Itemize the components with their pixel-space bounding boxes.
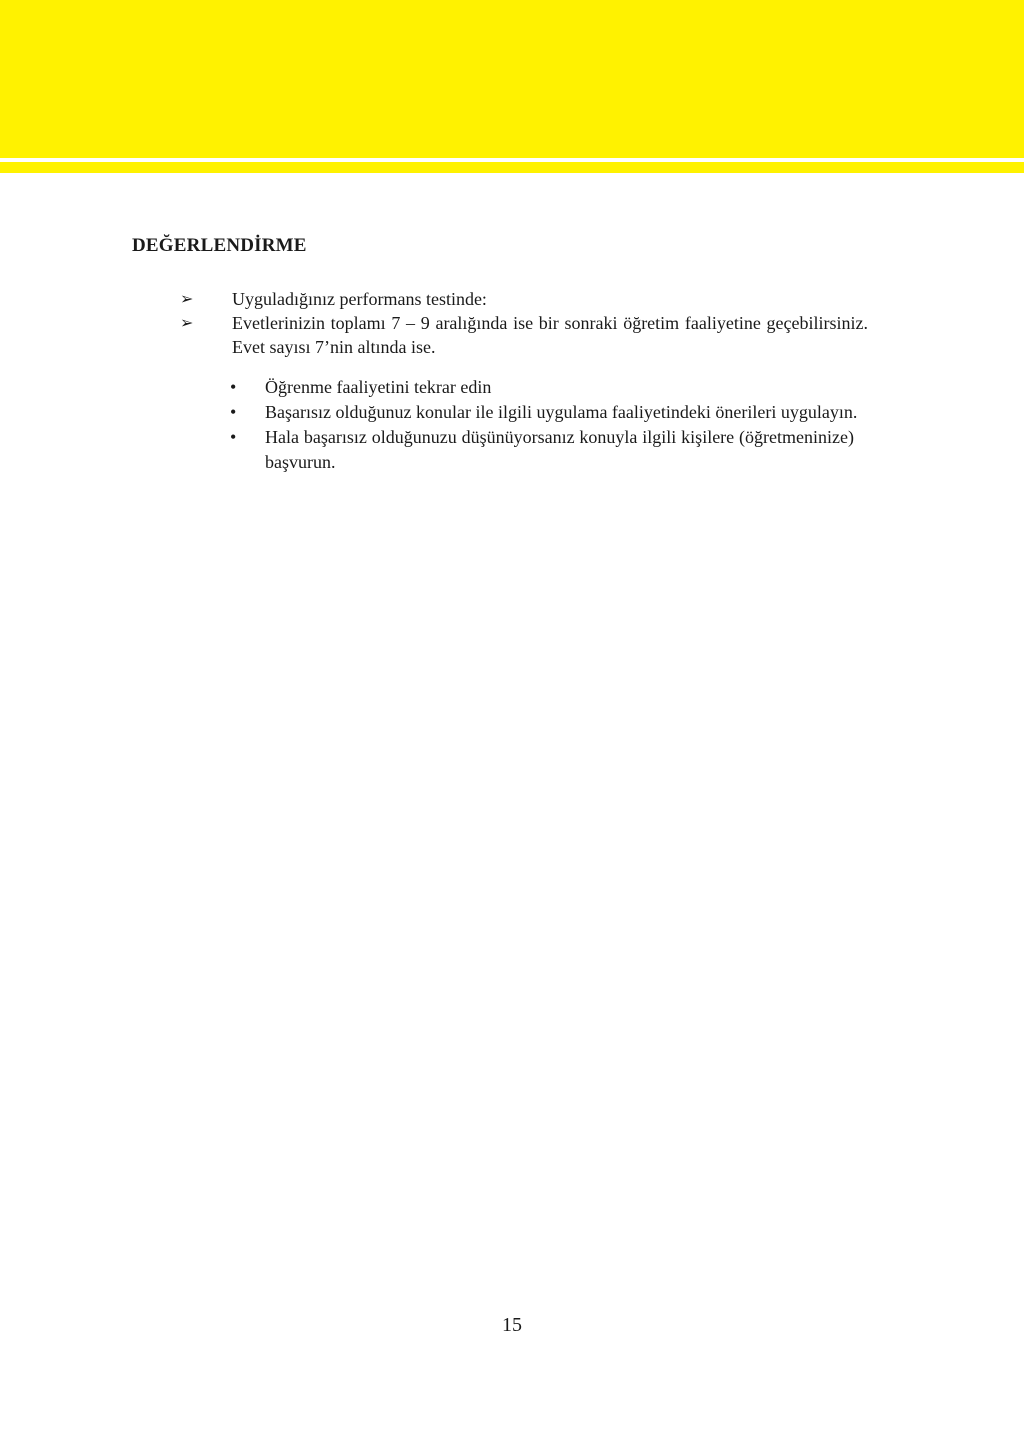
- arrow-list-item: [180, 287, 868, 311]
- dot-bullet-icon: •: [230, 427, 237, 447]
- section-title: DEĞERLENDİRME: [132, 235, 307, 256]
- bullet-item-text: Öğrenme faaliyetini tekrar edin: [265, 377, 492, 397]
- header-yellow-strip: [0, 162, 1024, 173]
- bullet-list-item: [230, 425, 878, 475]
- header-yellow-band: [0, 0, 1024, 158]
- bullet-item-text: Hala başarısız olduğunuzu düşünüyorsanız konuyla ilgili kişilere (öğretmeninize) başvurun.: [265, 427, 854, 472]
- arrow-list: [180, 287, 868, 359]
- arrow-item-text: Uyguladığınız performans testinde:: [232, 289, 487, 309]
- dot-bullet-icon: •: [230, 402, 237, 422]
- arrow-bullet-icon: ➢: [180, 313, 194, 332]
- bullet-list-item: [230, 375, 878, 400]
- page-number: 15: [502, 1314, 522, 1336]
- bullet-item-text: Başarısız olduğunuz konular ile ilgili uygulama faaliyetindeki önerileri uygulayın.: [265, 402, 858, 422]
- arrow-list-item: [180, 311, 868, 359]
- bullet-list-item: [230, 400, 878, 425]
- bullet-list: [230, 375, 878, 475]
- arrow-item-text: Evetlerinizin toplamı 7 – 9 aralığında ise bir sonraki öğretim faaliyetine geçebilirsiniz. Evet sayısı 7’nin altında ise.: [232, 313, 868, 357]
- arrow-bullet-icon: ➢: [180, 289, 194, 308]
- dot-bullet-icon: •: [230, 377, 237, 397]
